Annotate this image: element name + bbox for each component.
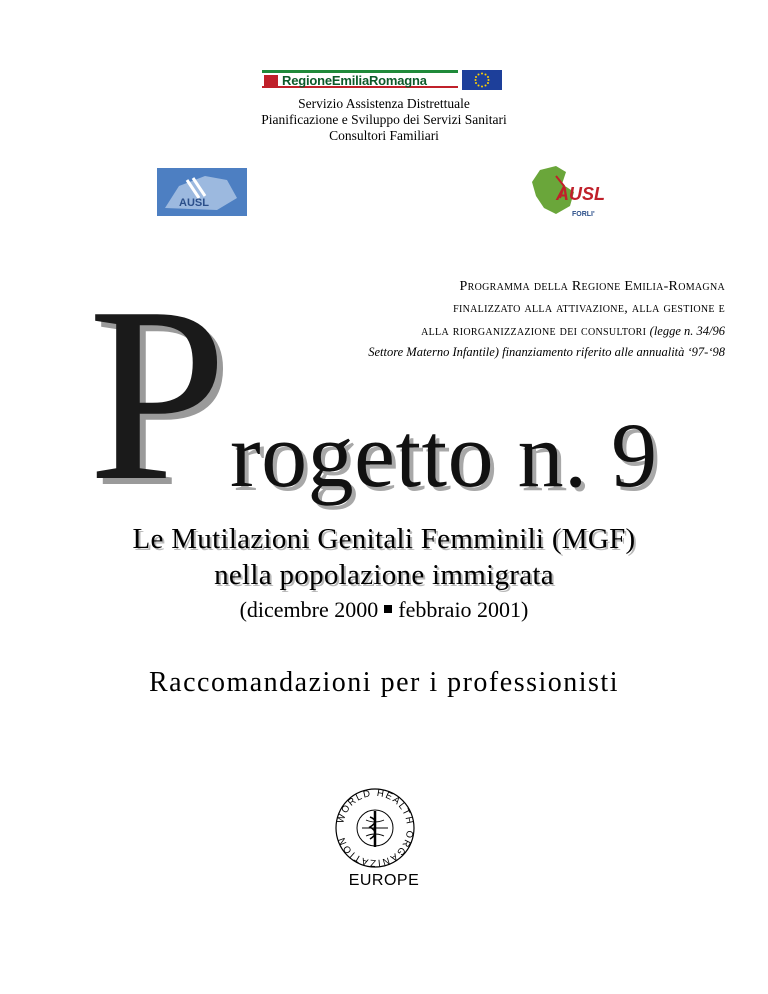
dates-start: (dicembre 2000 bbox=[239, 597, 379, 622]
title-line-1: Le Mutilazioni Genitali Femminili (MGF) bbox=[132, 523, 636, 555]
dates-end: febbraio 2001) bbox=[398, 597, 529, 622]
programme-line-2: finalizzato alla attivazione, alla gestione e bbox=[453, 301, 725, 316]
who-ring-text: WORLD HEALTH ORGANIZATION bbox=[335, 787, 416, 869]
rer-logo-text: RegioneEmiliaRomagna bbox=[282, 73, 427, 88]
programme-line-3-italic: (legge n. 34/96 bbox=[649, 324, 725, 338]
header-line-consultori: Consultori Familiari bbox=[329, 128, 439, 143]
title-dates bbox=[0, 596, 768, 624]
who-europe-label: EUROPE bbox=[348, 872, 420, 889]
programme-line-4: Settore Materno Infantile) finanziamento riferito alle annualità ‘97-‘98 bbox=[368, 345, 725, 359]
eu-flag-icon bbox=[462, 70, 502, 90]
ausl-forli-logo bbox=[526, 162, 606, 220]
ausl-forli-logo-text: AUSL bbox=[556, 184, 605, 204]
project-initial-letter: P bbox=[88, 256, 228, 533]
rer-logo-band bbox=[262, 70, 458, 88]
header-line-planning: Pianificazione e Sviluppo dei Servizi Sanitari bbox=[261, 112, 507, 127]
header-line-service: Servizio Assistenza Distrettuale bbox=[298, 96, 470, 111]
programme-line-1: Programma della Regione Emilia-Romagna bbox=[459, 279, 725, 294]
title-line-2: nella popolazione immigrata bbox=[214, 559, 554, 591]
project-heading: rogetto n. 9 bbox=[230, 404, 658, 506]
ausl-left-logo-text: AUSL bbox=[179, 197, 209, 209]
rer-flag-icon bbox=[264, 75, 278, 87]
programme-line-3-text: alla riorganizzazione dei consultori bbox=[421, 324, 647, 339]
regione-emilia-romagna-logo bbox=[262, 70, 502, 92]
square-bullet-icon bbox=[384, 605, 392, 613]
ausl-left-logo bbox=[157, 168, 247, 216]
who-emblem-icon bbox=[334, 787, 416, 869]
subtitle-recommendations: Raccomandazioni per i professionisti bbox=[149, 667, 619, 698]
programme-line-3 bbox=[270, 320, 725, 343]
ausl-forli-city-text: FORLI' bbox=[572, 211, 595, 218]
